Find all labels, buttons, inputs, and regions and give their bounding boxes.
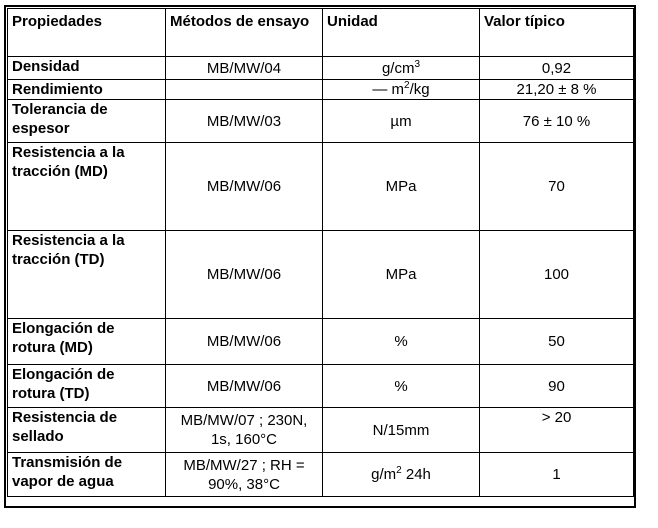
unit-cell: [323, 408, 480, 453]
unit-cell: [323, 100, 480, 143]
table-row: [8, 57, 634, 80]
method-cell: MB/MW/04: [166, 57, 323, 80]
unit-superscript: 2: [404, 80, 410, 91]
unit-cell: [323, 143, 480, 231]
value-cell: 76 ± 10 %: [480, 100, 634, 143]
unit-cell: [323, 319, 480, 365]
method-cell: MB/MW/06: [166, 365, 323, 408]
property-cell: Tolerancia de espesor: [8, 100, 166, 143]
unit-base: — m: [372, 81, 405, 98]
method-cell: MB/MW/27 ; RH = 90%, 38°C: [166, 453, 323, 497]
method-cell: MB/MW/06: [166, 143, 323, 231]
method-cell: MB/MW/07 ; 230N, 1s, 160°C: [166, 408, 323, 453]
unit-base: %: [394, 377, 408, 395]
value-cell: 70: [480, 143, 634, 231]
properties-table: [7, 8, 634, 497]
value-cell: 50: [480, 319, 634, 365]
property-cell: Densidad: [8, 57, 166, 80]
unit-cell: [323, 80, 480, 100]
unit-cell: [323, 57, 480, 80]
value-cell: 21,20 ± 8 %: [480, 80, 634, 100]
unit-cell: [323, 453, 480, 497]
method-cell: MB/MW/06: [166, 231, 323, 319]
unit-base: g/cm: [381, 59, 415, 77]
table-row: [8, 80, 634, 100]
unit-superscript: 3: [414, 58, 421, 70]
property-cell: Resistencia a la tracción (TD): [8, 231, 166, 319]
property-cell: Elongación de rotura (MD): [8, 319, 166, 365]
header-test-methods: Métodos de ensayo: [166, 9, 323, 57]
value-cell: 100: [480, 231, 634, 319]
property-cell: Resistencia a la tracción (MD): [8, 143, 166, 231]
unit-base: µm: [390, 112, 412, 130]
unit-base: %: [394, 333, 408, 350]
unit-suffix: 24h: [401, 466, 431, 483]
unit-base: MPa: [385, 178, 417, 195]
table-row: [8, 100, 634, 143]
table-header-row: [8, 9, 634, 57]
table-row: [8, 408, 634, 453]
method-cell: MB/MW/06: [166, 319, 323, 365]
method-cell: MB/MW/03: [166, 100, 323, 143]
method-cell: [166, 80, 323, 100]
property-cell: Resistencia de sellado: [8, 408, 166, 453]
header-typical-value: Valor típico: [480, 9, 634, 57]
property-cell: Elongación de rotura (TD): [8, 365, 166, 408]
value-cell: 90: [480, 365, 634, 408]
table-row: [8, 365, 634, 408]
unit-superscript: 2: [396, 465, 402, 476]
table-row: [8, 319, 634, 365]
value-cell: 0,92: [480, 57, 634, 80]
unit-cell: [323, 231, 480, 319]
unit-base: N/15mm: [372, 421, 430, 439]
property-cell: Rendimiento: [8, 80, 166, 100]
unit-cell: [323, 365, 480, 408]
value-cell: > 20: [480, 408, 634, 453]
unit-base: MPa: [385, 266, 417, 283]
header-properties: Propiedades: [8, 9, 166, 57]
table-row: [8, 453, 634, 497]
table-row: [8, 143, 634, 231]
header-unit: Unidad: [323, 9, 480, 57]
unit-base: g/m: [371, 466, 397, 483]
unit-suffix: /kg: [409, 81, 430, 98]
property-cell: Transmisión de vapor de agua: [8, 453, 166, 497]
value-cell: 1: [480, 453, 634, 497]
table-row: [8, 231, 634, 319]
